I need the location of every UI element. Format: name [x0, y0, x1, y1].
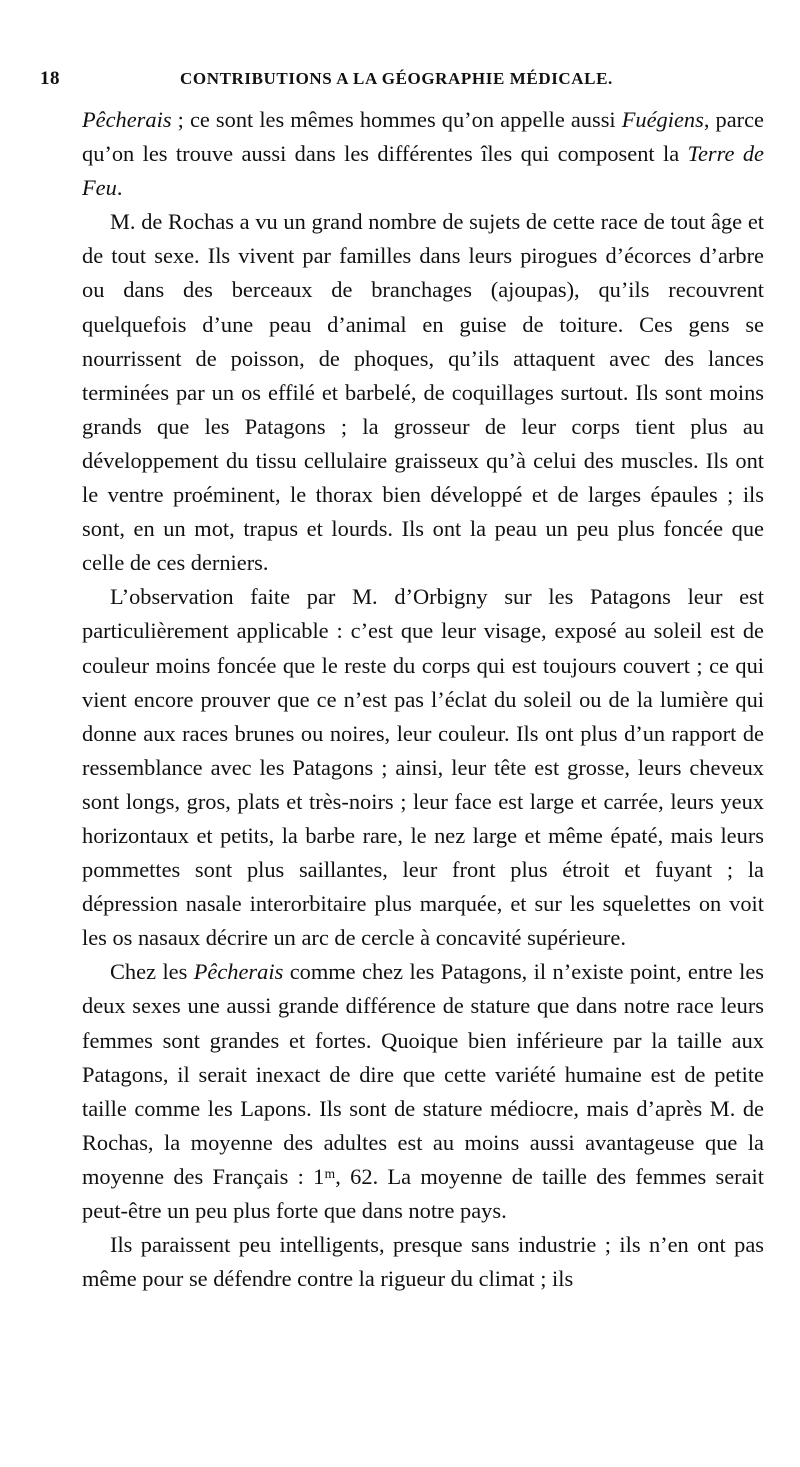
paragraph-3 [82, 580, 764, 955]
text-run: M. de Rochas a vu un grand nombre de sujets de cette race de tout âge et de tout sexe. Ils vivent par familles dans leurs pirogues d’écorces d’arbre ou dans des berceaux de branchages (ajoupas), qu’ils recouvrent quelquefois d’une peau d’animal en guise de toiture. Ces gens se nourrissent de poisson, de phoques, qu’ils attaquent avec des lances terminées par un os effilé et barbelé, de coquillages surtout. Ils sont moins grands que les Patagons ; la grosseur de leur corps tient plus au développement du tissu cellulaire graisseux qu’à celui des muscles. Ils ont le ventre proéminent, le thorax bien développé et de larges épaules ; ils sont, en un mot, trapus et lourds. Ils ont la peau un peu plus foncée que celle de ces derniers. [82, 209, 764, 576]
text-run: . [116, 175, 123, 201]
paragraph-1 [82, 103, 764, 205]
text-run: , parce qu’on les trouve aussi dans les différentes îles qui composent la [82, 107, 764, 167]
text-run: Chez les [110, 959, 194, 985]
running-title: CONTRIBUTIONS A LA GÉOGRAPHIE MÉDICALE. [180, 69, 613, 88]
running-head [40, 68, 762, 98]
paragraph-5 [82, 1228, 764, 1296]
page-number: 18 [40, 68, 60, 89]
text-run: Ils paraissent peu intelligents, presque sans industrie ; ils n’en ont pas même pour se défendre contre la rigueur du climat ; ils [82, 1232, 764, 1292]
text-run: comme chez les Patagons, il n’existe point, entre les deux sexes une aussi grande différence de stature que dans notre race leurs femmes sont grandes et fortes. Quoique bien inférieure par la taille aux Patagons, il serait inexact de dire que cette variété humaine est de petite taille comme les Lapons. Ils sont de stature médiocre, mais d’après M. de Rochas, la moyenne des adultes est au moins aussi avantageuse que la moyenne des Français : 1ᵐ, 62. La moyenne de taille des femmes serait peut-être un peu plus forte que dans notre pays. [82, 959, 764, 1223]
italic-text-run: Terre de Feu [82, 141, 764, 201]
italic-text-run: Pêcherais [193, 959, 284, 985]
text-run: L’observation faite par M. d’Orbigny sur les Patagons leur est particulièrement applicable : c’est que leur visage, exposé au soleil est de couleur moins foncée que le reste du corps qui est toujours couvert ; ce qui vient encore prouver que ce n’est pas l’éclat du soleil ou de la lumière qui donne aux races brunes ou noires, leur couleur. Ils ont plus d’un rapport de ressemblance avec les Patagons ; ainsi, leur tête est grosse, leurs cheveux sont longs, gros, plats et très-noirs ; leur face est large et carrée, leurs yeux horizontaux et petits, la barbe rare, le nez large et même épaté, mais leurs pommettes sont plus saillantes, leur front plus étroit et fuyant ; la dépression nasale interorbitaire plus marquée, et sur les squelettes on voit les os nasaux décrire un arc de cercle à concavité supérieure. [82, 584, 764, 951]
body-text [82, 103, 764, 1296]
paragraph-2 [82, 205, 764, 580]
paragraph-4 [82, 955, 764, 1228]
italic-text-run: Fuégiens [621, 107, 704, 132]
text-run: ; ce sont les mêmes hommes qu’on appelle aussi [171, 107, 622, 132]
italic-text-run: Pêcherais [82, 107, 172, 132]
